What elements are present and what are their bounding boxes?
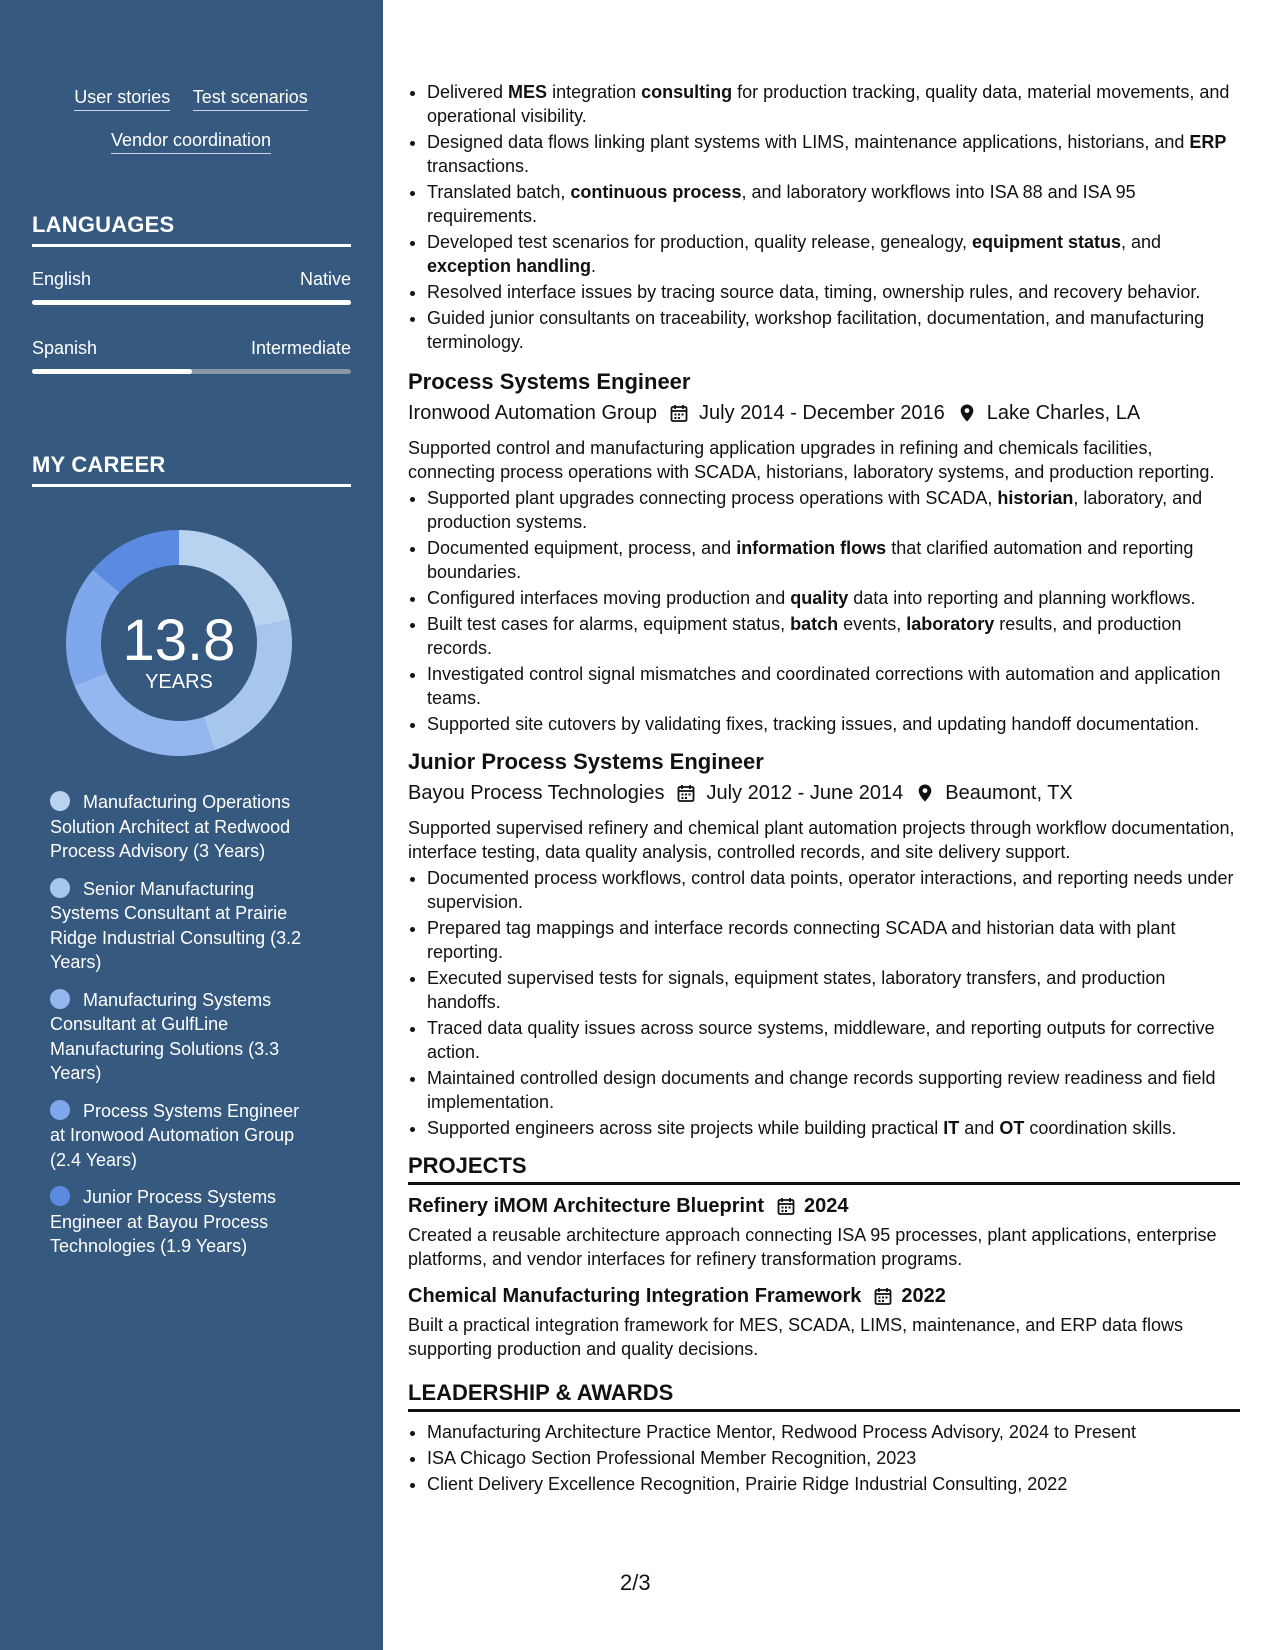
experience-bullet: • Translated batch, continuous process, and laboratory workflows into ISA 88 and ISA 95 requirements. — [427, 180, 1240, 228]
career-donut-chart — [66, 530, 292, 756]
sidebar — [0, 0, 383, 1650]
job-meta — [408, 780, 1240, 806]
location-pin-icon — [915, 783, 935, 803]
project-year: 2024 — [803, 1195, 849, 1217]
career-item — [50, 1099, 318, 1173]
experience-bullet: • Guided junior consultants on traceability, workshop facilitation, documentation, and manufacturing terminology. — [427, 306, 1240, 354]
job-bullet: • Maintained controlled design documents and change records supporting review readiness and field implementation. — [427, 1066, 1240, 1114]
skill-tag: Vendor coordination — [111, 129, 271, 154]
job-entry — [408, 748, 1240, 1140]
career-item-label: Manufacturing Systems Consultant at GulfLine Manufacturing Solutions (3.3 Years) — [50, 989, 280, 1083]
award-item: • Client Delivery Excellence Recognition, Prairie Ridge Industrial Consulting, 2022 — [427, 1472, 1240, 1496]
job-summary: Supported supervised refinery and chemical plant automation projects through workflow documentation, interface testing, data quality analysis, controlled records, and site delivery support. — [408, 818, 1235, 862]
language-row — [32, 337, 351, 359]
calendar-icon — [776, 1196, 796, 1216]
experience-bullets — [408, 80, 1240, 354]
career-item-label: Junior Process Systems Engineer at Bayou Process Technologies (1.9 Years) — [50, 1187, 277, 1256]
legend-dot — [50, 791, 70, 811]
calendar-icon — [873, 1286, 893, 1306]
project-entry — [408, 1283, 1240, 1361]
job-bullet: • Traced data quality issues across source systems, middleware, and reporting outputs for corrective action. — [427, 1016, 1240, 1064]
calendar-icon — [676, 783, 696, 803]
job-location: Lake Charles, LA — [986, 402, 1141, 424]
experience-bullet: • Resolved interface issues by tracing source data, timing, ownership rules, and recovery behavior. — [427, 280, 1240, 304]
job-bullets — [408, 866, 1240, 1140]
main-content — [408, 0, 1240, 1498]
project-year: 2022 — [901, 1285, 946, 1307]
job-bullet: • Supported engineers across site projects while building practical IT and OT coordination skills. — [427, 1116, 1240, 1140]
calendar-icon — [669, 403, 689, 423]
project-description: Built a practical integration framework for MES, SCADA, LIMS, maintenance, and ERP data flows supporting production and quality decisions. — [408, 1315, 1184, 1359]
company-name: Ironwood Automation Group — [408, 402, 658, 424]
language-row — [32, 268, 351, 290]
job-title: Process Systems Engineer — [408, 369, 691, 394]
job-bullet: • Configured interfaces moving production and quality data into reporting and planning workflows. — [427, 586, 1240, 610]
language-bar-fill — [32, 300, 351, 305]
legend-dot — [50, 878, 70, 898]
job-location: Beaumont, TX — [945, 782, 1073, 804]
language-level: Intermediate — [250, 338, 351, 358]
job-bullet: • Executed supervised tests for signals, equipment states, laboratory transfers, and production handoffs. — [427, 966, 1240, 1014]
career-heading: MY CAREER — [32, 452, 351, 487]
language-bar — [32, 369, 351, 374]
career-item-label: Process Systems Engineer at Ironwood Automation Group (2.4 Years) — [50, 1100, 300, 1170]
career-item-label: Manufacturing Operations Solution Architect at Redwood Process Advisory (3 Years) — [50, 792, 291, 861]
legend-dot — [50, 1186, 70, 1206]
job-bullet: • Documented equipment, process, and information flows that clarified automation and reporting boundaries. — [427, 536, 1240, 584]
job-title: Junior Process Systems Engineer — [408, 749, 764, 774]
award-item: • Manufacturing Architecture Practice Mentor, Redwood Process Advisory, 2024 to Present — [427, 1420, 1240, 1444]
project-title-row — [408, 1193, 1240, 1219]
job-bullet: • Investigated control signal mismatches and coordinated corrections with automation and application teams. — [427, 662, 1240, 710]
projects-heading: PROJECTS — [408, 1152, 1240, 1185]
legend-dot — [50, 1100, 70, 1120]
skill-tag: User stories — [74, 86, 170, 111]
job-bullets — [408, 486, 1240, 736]
project-entry — [408, 1193, 1240, 1271]
page-number: 2/3 — [620, 1570, 651, 1595]
skill-tag: Test scenarios — [193, 86, 308, 111]
project-title: Refinery iMOM Architecture Blueprint — [408, 1195, 764, 1217]
career-item — [50, 1185, 318, 1259]
awards-section — [408, 1379, 1240, 1496]
job-dates: July 2014 - December 2016 — [699, 402, 945, 424]
legend-dot — [50, 989, 70, 1009]
company-name: Bayou Process Technologies — [408, 782, 665, 804]
career-item — [50, 877, 318, 975]
language-name: Spanish — [32, 338, 98, 358]
career-list — [50, 790, 318, 1272]
career-item-label: Senior Manufacturing Systems Consultant at Prairie Ridge Industrial Consulting (3.2 Years) — [50, 878, 302, 972]
project-title-row — [408, 1283, 1240, 1309]
experience-bullet: • Delivered MES integration consulting for production tracking, quality data, material movements, and operational visibility. — [427, 80, 1240, 128]
experience-bullet: • Designed data flows linking plant systems with LIMS, maintenance applications, historians, and ERP transactions. — [427, 130, 1240, 178]
languages-heading: LANGUAGES — [32, 212, 351, 247]
language-bar-fill — [32, 369, 192, 374]
job-bullet: • Supported site cutovers by validating fixes, tracking issues, and updating handoff documentation. — [427, 712, 1240, 736]
projects-section — [408, 1152, 1240, 1361]
language-name: English — [32, 269, 92, 289]
job-dates: July 2012 - June 2014 — [706, 782, 904, 804]
location-pin-icon — [957, 403, 977, 423]
career-total: 13.8 — [122, 608, 236, 673]
language-bar — [32, 300, 351, 305]
awards-heading: LEADERSHIP & AWARDS — [408, 1379, 1240, 1412]
awards-list — [408, 1420, 1240, 1496]
career-unit: YEARS — [145, 671, 213, 693]
job-summary: Supported control and manufacturing application upgrades in refining and chemicals facilities, connecting process operations with SCADA, historians, laboratory systems, and production reporting. — [408, 438, 1215, 482]
donut-segment-4 — [66, 570, 120, 686]
job-bullet: • Built test cases for alarms, equipment status, batch events, laboratory results, and production records. — [427, 612, 1240, 660]
experience-bullet: • Developed test scenarios for production, quality release, genealogy, equipment status, and exception handling. — [427, 230, 1240, 278]
project-description: Created a reusable architecture approach connecting ISA 95 processes, plant applications, enterprise platforms, and vendor interfaces for refinery transformation programs. — [408, 1225, 1217, 1269]
language-level: Native — [299, 269, 351, 289]
job-bullet: • Documented process workflows, control data points, operator interactions, and reporting needs under supervision. — [427, 866, 1240, 914]
award-item: • ISA Chicago Section Professional Member Recognition, 2023 — [427, 1446, 1240, 1470]
career-item — [50, 988, 318, 1086]
job-bullet: • Prepared tag mappings and interface records connecting SCADA and historian data with plant reporting. — [427, 916, 1240, 964]
job-meta — [408, 400, 1240, 426]
project-title: Chemical Manufacturing Integration Framework — [408, 1285, 862, 1307]
job-entry — [408, 368, 1240, 736]
career-item — [50, 790, 318, 864]
skill-tags — [32, 86, 350, 172]
job-bullet: • Supported plant upgrades connecting process operations with SCADA, historian, laboratory, and production systems. — [427, 486, 1240, 534]
